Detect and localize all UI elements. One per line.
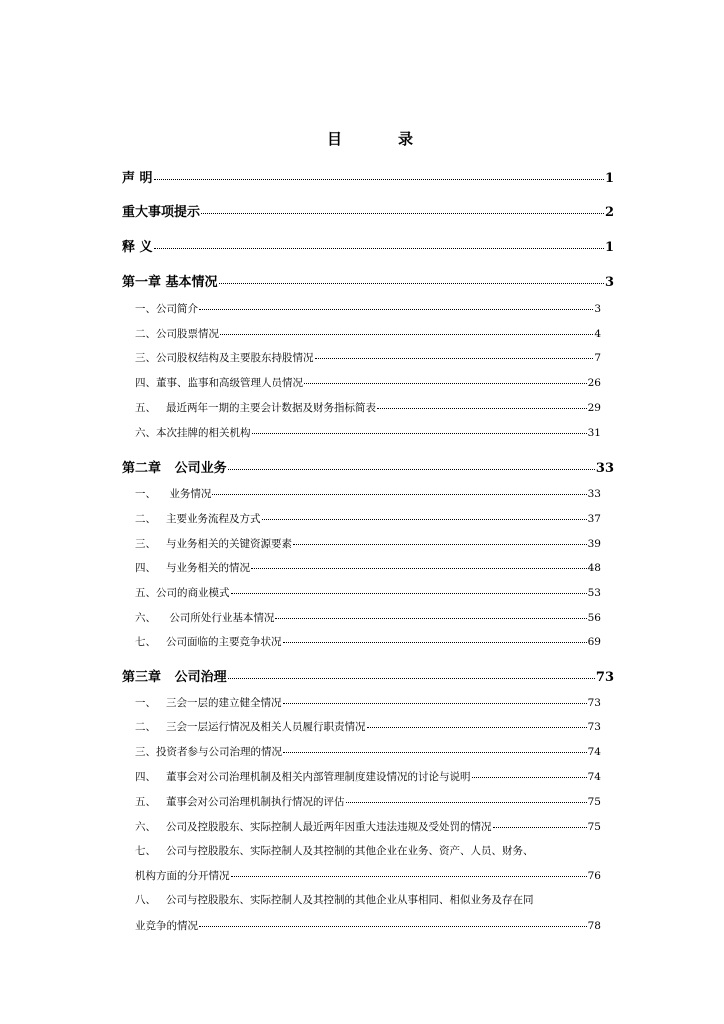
toc-subentry[interactable] (135, 819, 601, 834)
toc-entry-page: 78 (587, 920, 601, 933)
toc-leader-dots (220, 326, 593, 337)
toc-entry-page: 73 (587, 697, 601, 710)
toc-subentry[interactable] (135, 610, 601, 625)
toc-leader-dots (293, 536, 587, 547)
toc-entry-page: 1 (604, 170, 614, 186)
toc-entry-page: 74 (587, 771, 601, 784)
toc-entry-statement[interactable] (122, 168, 614, 187)
toc-subentry[interactable] (135, 868, 601, 883)
toc-leader-dots (199, 301, 593, 312)
toc-entry-page: 26 (587, 377, 601, 390)
toc-leader-dots (154, 168, 604, 182)
toc-leader-dots (377, 400, 587, 411)
toc-leader-dots (315, 350, 594, 361)
toc-entry-label: 声 明 (122, 170, 153, 186)
toc-leader-dots (228, 458, 595, 472)
toc-leader-dots (252, 425, 587, 436)
toc-entry-page: 53 (587, 587, 601, 600)
toc-entry-label: 三、公司股权结构及主要股东持股情况 (135, 352, 314, 365)
toc-entry-page: 75 (587, 821, 601, 834)
toc-entry-page: 48 (587, 562, 601, 575)
toc-entry-chapter-3[interactable] (122, 667, 614, 686)
toc-subentry-first-line[interactable]: 七、 公司与控股股东、实际控制人及其控制的其他企业在业务、资产、人员、财务、 (135, 845, 534, 857)
toc-subentry[interactable] (135, 918, 601, 933)
toc-entry-label: 四、 与业务相关的情况 (135, 562, 251, 575)
toc-entry-page: 76 (587, 870, 601, 883)
toc-entry-chapter-2[interactable] (122, 458, 614, 477)
toc-entry-label: 六、 公司及控股股东、实际控制人最近两年因重大违法违规及受处罚的情况 (135, 821, 492, 834)
toc-leader-dots (283, 744, 587, 755)
toc-leader-dots (262, 511, 587, 522)
toc-entry-definitions[interactable] (122, 237, 614, 256)
toc-entry-page: 69 (587, 636, 601, 649)
toc-entry-major-matters[interactable] (122, 202, 614, 221)
toc-leader-dots (275, 610, 586, 621)
toc-entry-label: 第二章 公司业务 (122, 460, 227, 476)
toc-subentry[interactable] (135, 301, 601, 316)
toc-entry-page: 2 (604, 204, 614, 220)
toc-subentry[interactable] (135, 326, 601, 341)
toc-leader-dots (346, 794, 587, 805)
toc-subentry[interactable] (135, 769, 601, 784)
toc-entry-label: 六、 公司所处行业基本情况 (135, 612, 275, 625)
toc-subentry[interactable] (135, 375, 601, 390)
toc-entry-page: 37 (587, 513, 601, 526)
toc-subentry[interactable] (135, 400, 601, 415)
toc-leader-dots (154, 237, 604, 251)
toc-entry-label: 一、 三会一层的建立健全情况 (135, 697, 282, 710)
toc-leader-dots (199, 918, 587, 929)
toc-title-right: 录 (398, 130, 414, 148)
toc-entry-page: 29 (587, 402, 601, 415)
toc-subentry[interactable] (135, 585, 601, 600)
toc-entry-label: 一、公司简介 (135, 303, 198, 316)
toc-entry-label: 二、公司股票情况 (135, 328, 219, 341)
toc-title (0, 128, 724, 152)
toc-entry-label: 五、 最近两年一期的主要会计数据及财务指标简表 (135, 402, 377, 415)
toc-subentry[interactable] (135, 350, 601, 365)
toc-entry-label: 释 义 (122, 239, 153, 255)
toc-leader-dots (228, 667, 595, 681)
toc-entry-label: 第一章 基本情况 (122, 274, 218, 290)
toc-entry-label: 三、投资者参与公司治理的情况 (135, 746, 282, 759)
toc-leader-dots (367, 719, 587, 730)
toc-entry-page: 33 (587, 488, 601, 501)
toc-subentry[interactable] (135, 794, 601, 809)
toc-entry-label: 五、 董事会对公司治理机制执行情况的评估 (135, 796, 345, 809)
toc-entry-page: 73 (595, 669, 614, 685)
toc-subentry[interactable] (135, 486, 601, 501)
toc-subentry[interactable] (135, 560, 601, 575)
toc-entry-label: 四、 董事会对公司治理机制及相关内部管理制度建设情况的讨论与说明 (135, 771, 471, 784)
toc-subentry[interactable] (135, 536, 601, 551)
toc-entry-label: 机构方面的分开情况 (135, 870, 230, 883)
toc-entry-label: 五、公司的商业模式 (135, 587, 230, 600)
toc-leader-dots (493, 819, 587, 830)
toc-entry-page: 75 (587, 796, 601, 809)
toc-entry-label: 业竞争的情况 (135, 920, 198, 933)
toc-leader-dots (231, 585, 587, 596)
toc-entry-page: 7 (594, 352, 601, 365)
toc-entry-label: 四、董事、监事和高级管理人员情况 (135, 377, 303, 390)
toc-entry-page: 1 (604, 239, 614, 255)
toc-leader-dots (251, 560, 587, 571)
toc-subentry[interactable] (135, 511, 601, 526)
toc-subentry[interactable] (135, 425, 601, 440)
toc-title-left: 目 (327, 130, 343, 148)
toc-entry-page: 3 (604, 274, 614, 290)
toc-entry-page: 31 (587, 427, 601, 440)
toc-entry-page: 56 (587, 612, 601, 625)
toc-leader-dots (283, 695, 587, 706)
toc-entry-page: 33 (595, 460, 614, 476)
toc-subentry[interactable] (135, 634, 601, 649)
toc-entry-page: 73 (587, 721, 601, 734)
toc-leader-dots (472, 769, 587, 780)
toc-entry-chapter-1[interactable] (122, 272, 614, 291)
toc-entry-label: 七、 公司面临的主要竞争状况 (135, 636, 282, 649)
toc-entry-page: 3 (594, 303, 601, 316)
toc-entry-label: 第三章 公司治理 (122, 669, 227, 685)
toc-subentry-first-line[interactable]: 八、 公司与控股股东、实际控制人及其控制的其他企业从事相同、相似业务及存在同 (135, 894, 534, 906)
toc-entry-label: 二、 三会一层运行情况及相关人员履行职责情况 (135, 721, 366, 734)
toc-leader-dots (201, 202, 604, 216)
toc-entry-label: 二、 主要业务流程及方式 (135, 513, 261, 526)
toc-subentry[interactable] (135, 719, 601, 734)
toc-entry-label: 重大事项提示 (122, 204, 201, 220)
toc-entry-label: 三、 与业务相关的关键资源要素 (135, 538, 293, 551)
toc-entry-page: 74 (587, 746, 601, 759)
toc-leader-dots (212, 486, 586, 497)
toc-entry-label: 六、本次挂牌的相关机构 (135, 427, 251, 440)
toc-subentry[interactable] (135, 744, 601, 759)
toc-leader-dots (304, 375, 587, 386)
toc-entry-page: 4 (594, 328, 601, 341)
toc-entry-label: 一、 业务情况 (135, 488, 212, 501)
toc-leader-dots (231, 868, 587, 879)
toc-subentry[interactable] (135, 695, 601, 710)
toc-entry-page: 39 (587, 538, 601, 551)
toc-leader-dots (219, 272, 604, 286)
toc-leader-dots (283, 634, 587, 645)
